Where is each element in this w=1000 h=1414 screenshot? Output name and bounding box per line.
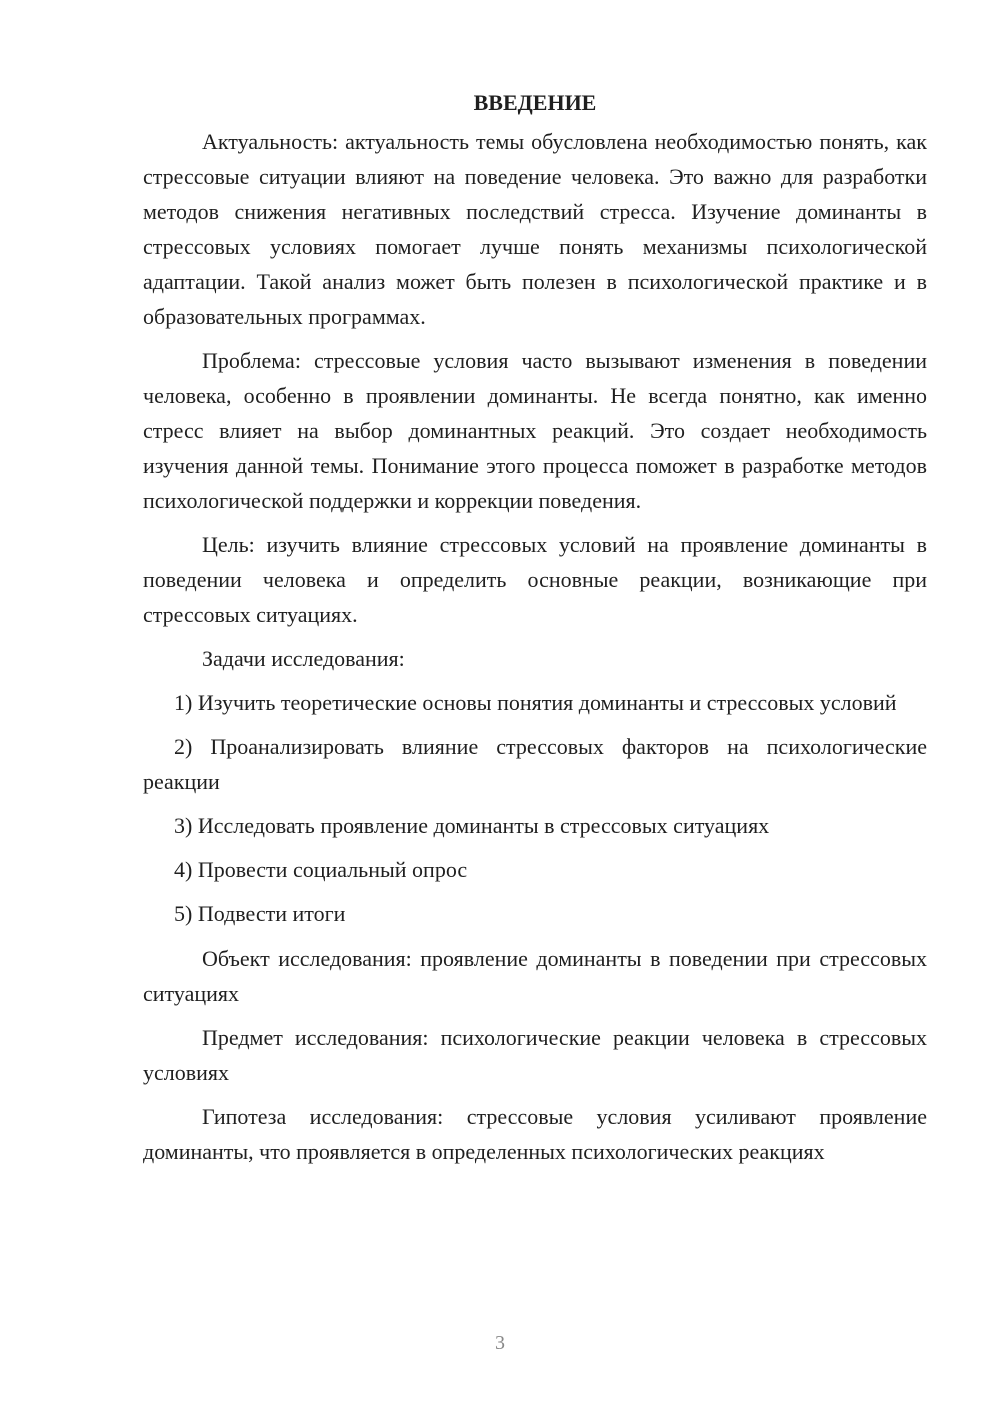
task-item: 2) Проанализировать влияние стрессовых факторов на психологические реакции [143, 734, 927, 794]
page-number: 3 [495, 1332, 505, 1354]
document-page [143, 88, 927, 1178]
subject-paragraph: Предмет исследования: психологические реакции человека в стрессовых условиях [143, 1025, 927, 1085]
task-item: 4) Провести социальный опрос [174, 857, 468, 882]
hypothesis-paragraph: Гипотеза исследования: стрессовые условия усиливают проявление доминанты, что проявляется в определенных психологических реакциях [143, 1104, 927, 1164]
goal-paragraph: Цель: изучить влияние стрессовых условий на проявление доминанты в поведении человека и определить основные реакции, возникающие при стрессовых ситуациях. [143, 532, 927, 627]
relevance-paragraph: Актуальность: актуальность темы обусловлена необходимостью понять, как стрессовые ситуации влияют на поведение человека. Это важно для разработки методов снижения негативных последствий стресса. Изучение доминанты в стрессовых условиях помогает лучше понять механизмы психологической адаптации. Такой анализ может быть полезен в психологической практике и в образовательных программах. [143, 129, 927, 329]
section-heading: ВВЕДЕНИЕ [473, 90, 597, 115]
task-item: 1) Изучить теоретические основы понятия доминанты и стрессовых условий [174, 690, 897, 715]
task-item: 5) Подвести итоги [174, 901, 346, 926]
tasks-heading: Задачи исследования: [202, 646, 405, 671]
object-paragraph: Объект исследования: проявление доминанты в поведении при стрессовых ситуациях [143, 946, 927, 1006]
task-item: 3) Исследовать проявление доминанты в стрессовых ситуациях [174, 813, 770, 838]
problem-paragraph: Проблема: стрессовые условия часто вызывают изменения в поведении человека, особенно в проявлении доминанты. Не всегда понятно, как именно стресс влияет на выбор доминантных реакций. Это создает необходимость изучения данной темы. Понимание этого процесса поможет в разработке методов психологической поддержки и коррекции поведения. [143, 348, 927, 513]
